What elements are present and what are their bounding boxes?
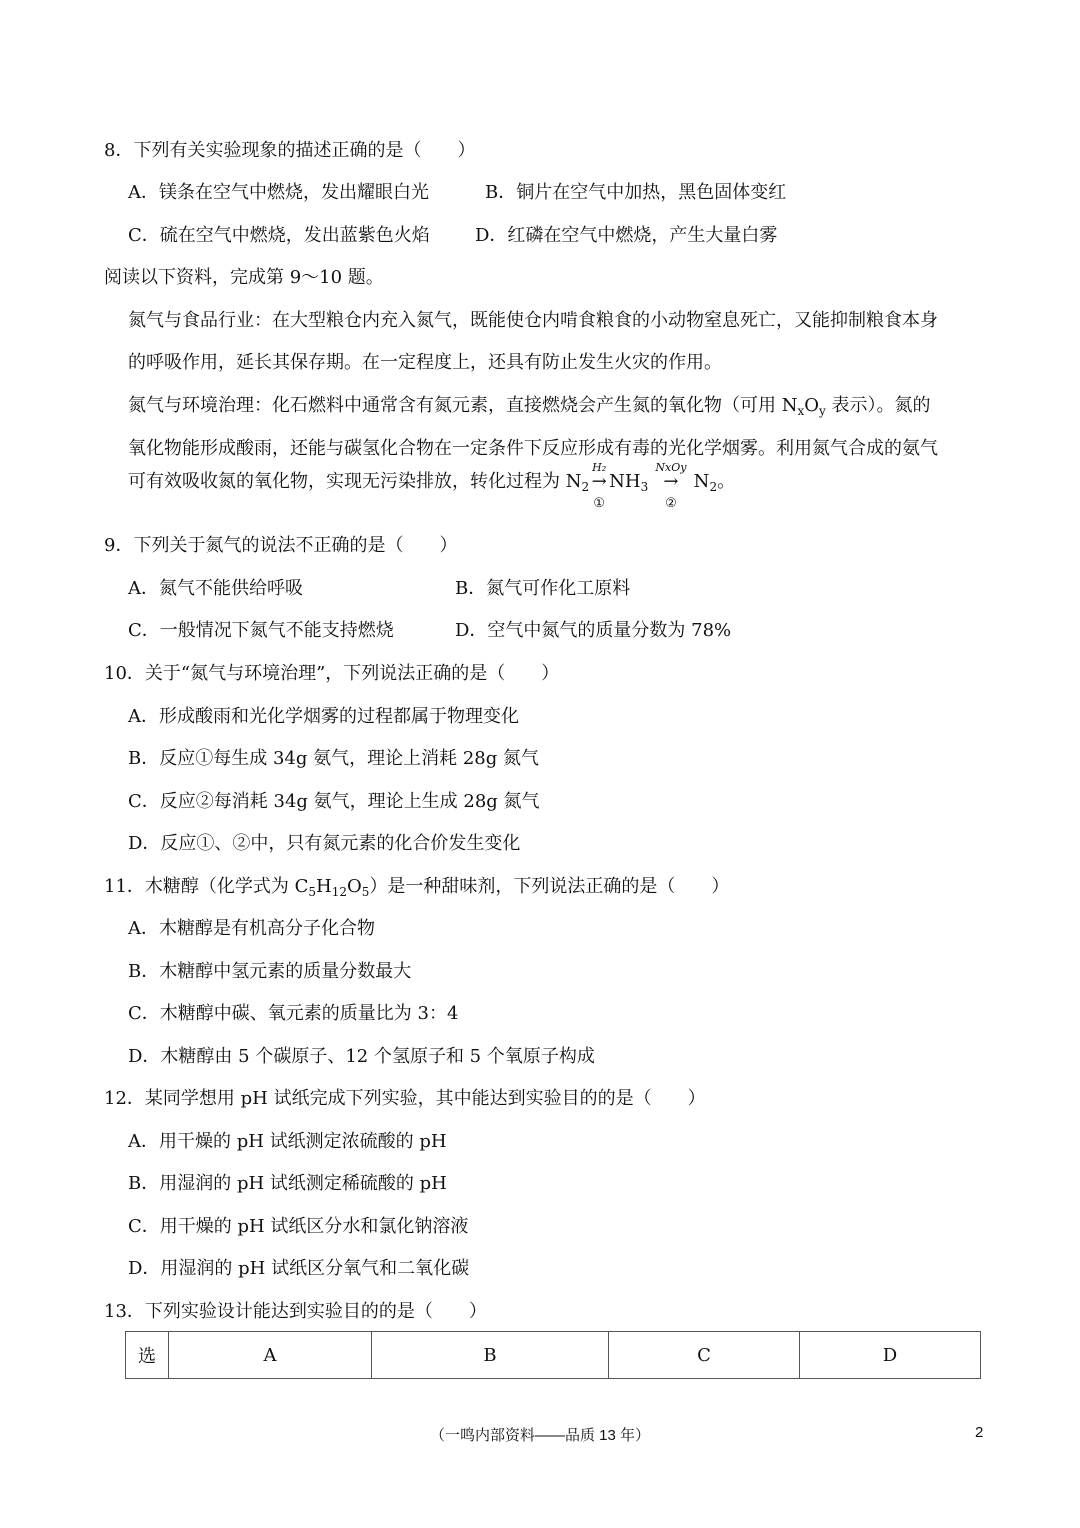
q9-stem: 9．下列关于氮气的说法不正确的是（ ） — [104, 535, 458, 556]
q10-option-c: C．反应②每消耗 34g 氨气，理论上生成 28g 氮气 — [128, 791, 540, 812]
q12-option-a: A．用干燥的 pH 试纸测定浓硫酸的 pH — [128, 1131, 447, 1152]
q12-stem: 12．某同学想用 pH 试纸完成下列实验，其中能达到实验目的的是（ ） — [104, 1088, 706, 1109]
q11-option-c: C．木糖醇中碳、氧元素的质量比为 3：4 — [128, 1003, 459, 1024]
q9-option-a: A．氮气不能供给呼吸 — [128, 578, 303, 599]
reaction-equation: 可有效吸收氮的氧化物，实现无污染排放，转化过程为 $N_2$ H₂ → ① $NH_3$ NxOy → ② $N_2$。 — [128, 461, 736, 511]
table-header-cell: A — [169, 1332, 372, 1379]
page-number: 2 — [975, 1424, 984, 1441]
q10-option-d: D．反应①、②中，只有氮元素的化合价发生变化 — [128, 833, 521, 854]
q11-option-a: A．木糖醇是有机高分子化合物 — [128, 918, 375, 939]
q12-option-c: C．用干燥的 pH 试纸区分水和氯化钠溶液 — [128, 1216, 469, 1237]
q10-option-a: A．形成酸雨和光化学烟雾的过程都属于物理变化 — [128, 706, 519, 727]
arrow-1: H₂ → ① — [591, 461, 607, 511]
q11-option-d: D．木糖醇由 5 个碳原子、12 个氢原子和 5 个氧原子构成 — [128, 1046, 595, 1067]
arrow-2: NxOy → ② — [655, 461, 687, 511]
q8-option-b: B．铜片在空气中加热，黑色固体变红 — [485, 182, 787, 203]
q10-stem: 10．关于“氮气与环境治理”，下列说法正确的是（ ） — [104, 663, 560, 684]
q8-option-a: A．镁条在空气中燃烧，发出耀眼白光 — [128, 182, 429, 203]
q12-option-d: D．用湿润的 pH 试纸区分氧气和二氧化碳 — [128, 1258, 470, 1279]
q9-option-b: B．氮气可作化工原料 — [455, 578, 631, 599]
q13-options-table — [125, 1331, 981, 1379]
q9-option-d: D．空气中氮气的质量分数为 78% — [455, 620, 732, 641]
reading-p2-line2: 氧化物能形成酸雨，还能与碳氢化合物在一定条件下反应形成有毒的光化学烟雾。利用氮气合成的氨气 — [128, 438, 938, 459]
q8-option-c: C．硫在空气中燃烧，发出蓝紫色火焰 — [128, 225, 430, 246]
reading-p2-line1: 氮气与环境治理：化石燃料中通常含有氮元素，直接燃烧会产生氮的氧化物（可用 $N_xO_y$ 表示）。氮的 — [128, 395, 931, 418]
reading-p1-line2: 的呼吸作用，延长其保存期。在一定程度上，还具有防止发生火灾的作用。 — [128, 352, 722, 373]
table-header-cell: D — [800, 1332, 981, 1379]
q11-option-b: B．木糖醇中氢元素的质量分数最大 — [128, 961, 412, 982]
reading-intro: 阅读以下资料，完成第 9～10 题。 — [104, 267, 384, 288]
q8-option-d: D．红磷在空气中燃烧，产生大量白雾 — [475, 225, 778, 246]
q8-stem: 8．下列有关实验现象的描述正确的是（ ） — [104, 140, 476, 161]
table-header-cell: C — [609, 1332, 800, 1379]
q9-option-c: C．一般情况下氮气不能支持燃烧 — [128, 620, 394, 641]
table-row — [126, 1332, 981, 1379]
reading-p1-line1: 氮气与食品行业：在大型粮仓内充入氮气，既能使仓内啃食粮食的小动物窒息死亡，又能抑制粮食本身 — [128, 310, 938, 331]
table-header-cell: 选 — [126, 1332, 169, 1379]
q11-stem: 11．木糖醇（化学式为 $C_5H_{12}O_5$）是一种甜味剂，下列说法正确的是（ ） — [104, 876, 730, 899]
q10-option-b: B．反应①每生成 34g 氨气，理论上消耗 28g 氮气 — [128, 748, 539, 769]
q13-stem: 13．下列实验设计能达到实验目的的是（ ） — [104, 1301, 487, 1322]
footer-text: （一鸣内部资料——品质 13 年） — [429, 1427, 651, 1444]
q12-option-b: B．用湿润的 pH 试纸测定稀硫酸的 pH — [128, 1173, 447, 1194]
table-header-cell: B — [372, 1332, 609, 1379]
